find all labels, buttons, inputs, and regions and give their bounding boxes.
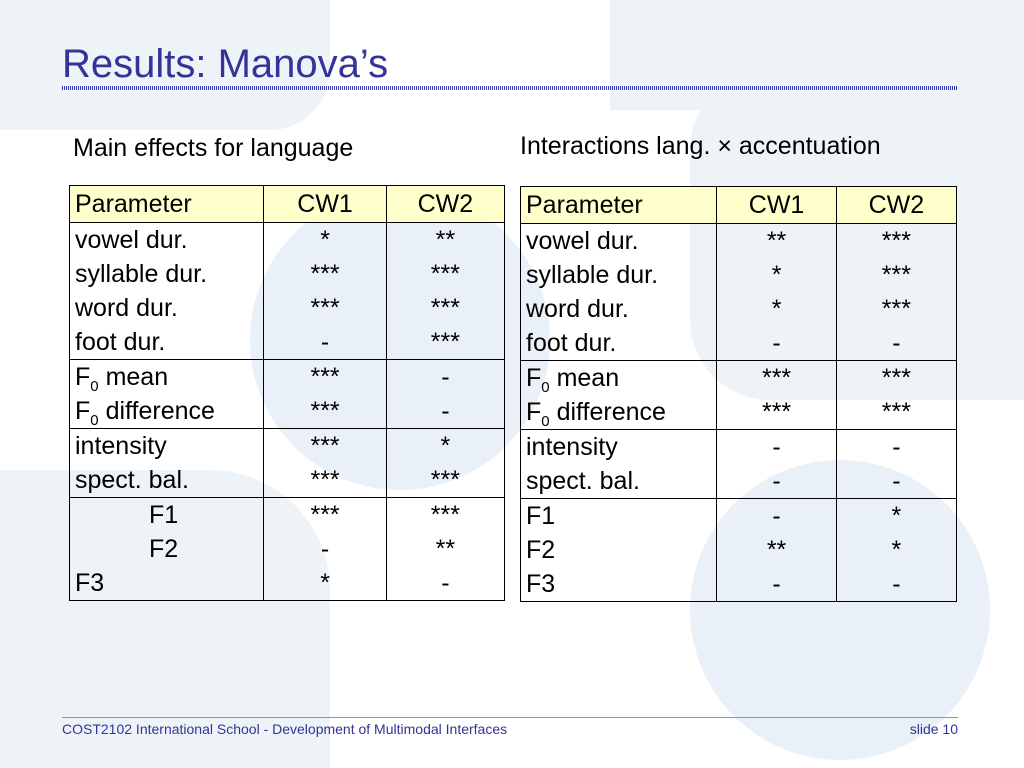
parameter-cell (70, 223, 264, 360)
significance-value: - (772, 570, 781, 598)
significance-value: *** (310, 260, 340, 288)
cw2-cell (386, 498, 504, 601)
suffix: difference (98, 397, 215, 425)
parameter-label: F2 (149, 535, 179, 563)
parameter-label: word dur. (75, 294, 178, 322)
parameter-label: intensity (526, 433, 618, 461)
suffix: mean (549, 364, 620, 392)
significance-value: - (320, 535, 330, 563)
significance-value: ** (435, 226, 456, 254)
table-row (521, 499, 957, 602)
cw1-cell (717, 430, 836, 499)
symbol: F (526, 364, 542, 392)
subscript: 0 (541, 379, 550, 396)
table-row (70, 498, 505, 601)
subscript: 0 (90, 378, 99, 395)
footer-divider (62, 717, 958, 718)
significance-value: *** (310, 432, 340, 460)
parameter-label: foot dur. (526, 329, 617, 357)
parameter-cell (70, 429, 264, 498)
header-cw2: CW2 (386, 186, 504, 223)
parameter-cell (70, 360, 264, 429)
parameter-label: F1 (526, 502, 556, 530)
cw2-cell (836, 430, 956, 499)
title-underline (62, 86, 958, 90)
cw2-cell (836, 499, 956, 602)
cw2-cell (386, 360, 504, 429)
parameter-cell (521, 430, 717, 499)
header-cw1: CW1 (264, 186, 386, 223)
significance-value: *** (881, 227, 911, 255)
parameter-label: F1 (149, 501, 179, 529)
significance-value: *** (310, 397, 340, 425)
header-cw2: CW2 (836, 187, 956, 224)
cw1-cell (264, 360, 386, 429)
table-row (70, 360, 505, 429)
header-row (70, 186, 505, 223)
significance-value: ** (435, 535, 456, 563)
significance-value: *** (310, 363, 340, 391)
significance-value: * (320, 569, 330, 597)
parameter-cell (521, 361, 717, 430)
parameter-label: foot dur. (75, 328, 166, 356)
parameter-label: F3 (75, 569, 105, 597)
main-effects-table (69, 185, 505, 601)
slide-number: slide 10 (909, 721, 958, 737)
suffix: difference (549, 398, 666, 426)
parameter-label: vowel dur. (75, 226, 188, 254)
significance-value: *** (881, 261, 911, 289)
parameter-label: intensity (75, 432, 167, 460)
slide-title: Results: Manova’s (62, 42, 389, 86)
significance-value: * (771, 261, 782, 289)
interactions-table (520, 186, 957, 602)
significance-value: ** (766, 227, 787, 255)
significance-value: * (320, 226, 330, 254)
header-parameter: Parameter (70, 186, 264, 223)
significance-value: * (771, 295, 782, 323)
significance-value: - (772, 467, 781, 495)
significance-value: - (892, 329, 901, 357)
significance-value: - (441, 397, 450, 425)
significance-value: *** (430, 294, 460, 322)
significance-value: *** (430, 328, 460, 356)
significance-value: *** (430, 260, 460, 288)
parameter-label (526, 395, 711, 429)
significance-value: - (772, 329, 781, 357)
cw2-cell (386, 429, 504, 498)
cw1-cell (717, 224, 836, 361)
parameter-label (526, 361, 711, 395)
significance-value: - (320, 328, 330, 356)
symbol: F (75, 363, 91, 391)
header-row (521, 187, 957, 224)
parameter-label (75, 394, 258, 428)
symbol: F (526, 398, 542, 426)
left-table-caption: Main effects for language (73, 134, 354, 162)
table-row (70, 429, 505, 498)
parameter-label (75, 360, 258, 394)
cw1-cell (264, 429, 386, 498)
parameter-cell (521, 224, 717, 361)
significance-value: *** (881, 295, 911, 323)
header-cw1: CW1 (717, 187, 836, 224)
parameter-label: F2 (526, 536, 556, 564)
parameter-label: F3 (526, 570, 556, 598)
significance-value: *** (761, 398, 792, 426)
significance-value: *** (310, 466, 340, 494)
cw2-cell (836, 224, 956, 361)
right-table-caption: Interactions lang. × accentuation (520, 132, 881, 160)
significance-value: *** (430, 501, 460, 529)
table-row (70, 223, 505, 360)
table-row (521, 224, 957, 361)
significance-value: *** (881, 398, 911, 426)
significance-value: - (892, 433, 901, 461)
significance-value: *** (881, 364, 911, 392)
significance-value: * (891, 536, 902, 564)
parameter-label: spect. bal. (526, 467, 640, 495)
significance-value: ** (766, 536, 787, 564)
significance-value: - (772, 502, 781, 530)
footer-text: COST2102 International School - Development of Multimodal Interfaces (62, 721, 508, 737)
significance-value: * (891, 502, 902, 530)
parameter-cell (70, 498, 264, 601)
parameter-label: spect. bal. (75, 466, 189, 494)
significance-value: *** (430, 466, 460, 494)
significance-value: - (892, 467, 901, 495)
significance-value: - (892, 570, 901, 598)
subscript: 0 (541, 413, 550, 430)
header-parameter: Parameter (521, 187, 717, 224)
significance-value: * (440, 432, 451, 460)
significance-value: *** (310, 294, 340, 322)
significance-value: - (441, 363, 450, 391)
parameter-label: syllable dur. (75, 260, 208, 288)
significance-value: - (441, 569, 450, 597)
significance-value: *** (761, 364, 792, 392)
cw1-cell (264, 223, 386, 360)
parameter-cell (521, 499, 717, 602)
subscript: 0 (90, 412, 99, 429)
suffix: mean (98, 363, 169, 391)
cw2-cell (386, 223, 504, 360)
cw1-cell (264, 498, 386, 601)
significance-value: *** (310, 501, 340, 529)
parameter-label: vowel dur. (526, 227, 639, 255)
significance-value: - (772, 433, 781, 461)
cw2-cell (836, 361, 956, 430)
parameter-label: word dur. (526, 295, 629, 323)
cw1-cell (717, 499, 836, 602)
parameter-label: syllable dur. (526, 261, 659, 289)
symbol: F (75, 397, 91, 425)
table-row (521, 361, 957, 430)
cw1-cell (717, 361, 836, 430)
table-row (521, 430, 957, 499)
